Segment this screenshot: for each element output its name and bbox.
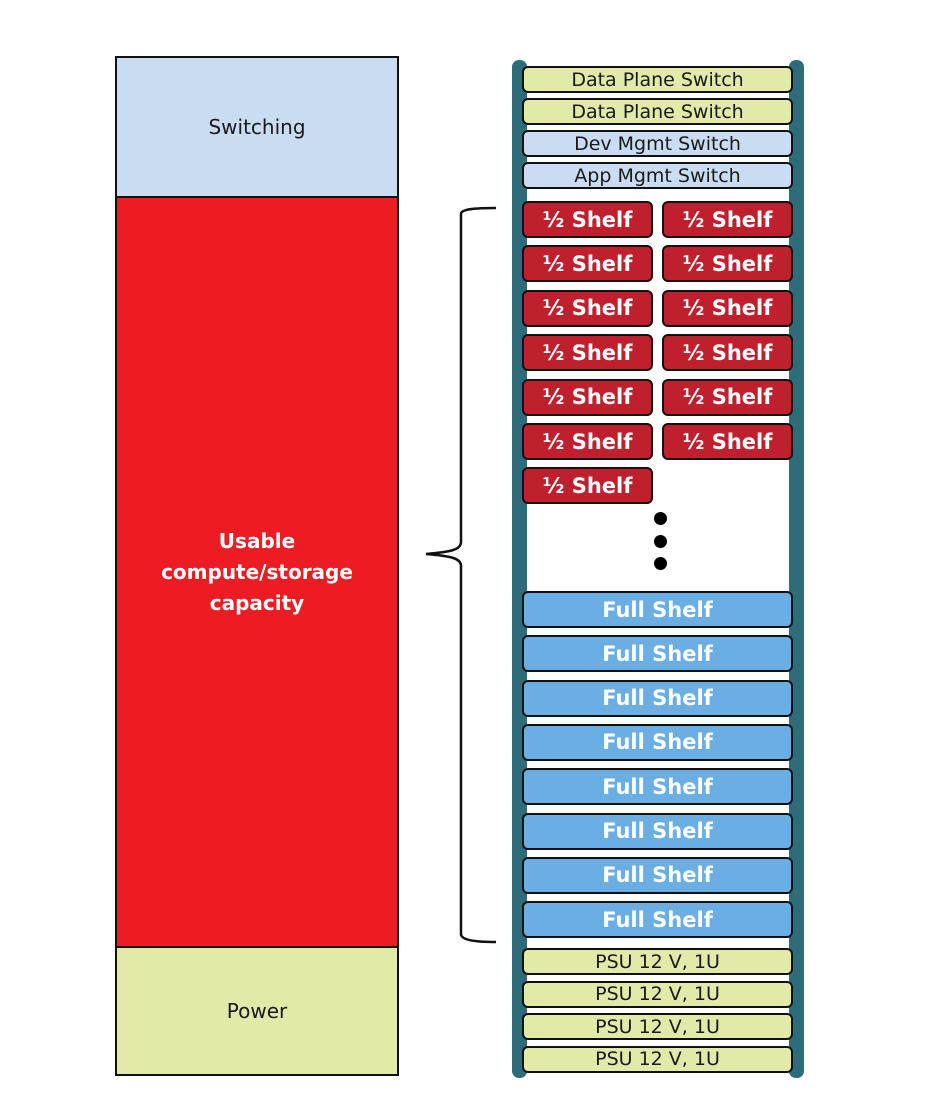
half-shelf-unit-label: ½ Shelf (682, 340, 773, 365)
ellipsis-dot-icon (654, 512, 667, 525)
ellipsis-dot-icon (654, 557, 667, 570)
usable-capacity-label (161, 526, 353, 619)
switching-label: Switching (208, 115, 306, 139)
switch-unit (522, 98, 793, 125)
full-shelf-unit-label: Full Shelf (602, 686, 713, 711)
full-shelf-unit-label: Full Shelf (602, 597, 713, 622)
half-shelf-unit-label: ½ Shelf (542, 207, 633, 232)
half-shelf-unit (662, 334, 793, 371)
half-shelf-unit (662, 379, 793, 416)
usable-capacity-segment (117, 198, 397, 948)
psu-unit-label: PSU 12 V, 1U (595, 950, 720, 973)
half-shelf-unit-label: ½ Shelf (542, 340, 633, 365)
switch-unit (522, 66, 793, 93)
switching-segment (117, 58, 397, 198)
half-shelf-unit (522, 290, 653, 327)
switch-unit-label: App Mgmt Switch (574, 164, 741, 187)
switch-unit-label: Data Plane Switch (571, 68, 744, 91)
half-shelf-unit (522, 467, 653, 504)
half-shelf-unit-label: ½ Shelf (682, 385, 773, 410)
half-shelf-unit-label: ½ Shelf (682, 251, 773, 276)
psu-unit (522, 948, 793, 975)
half-shelf-unit-label: ½ Shelf (682, 207, 773, 232)
capacity-summary-column (115, 56, 399, 1076)
half-shelf-unit (522, 379, 653, 416)
half-shelf-unit-label: ½ Shelf (542, 385, 633, 410)
switch-unit-label: Dev Mgmt Switch (574, 132, 741, 155)
full-shelf-unit (522, 768, 793, 805)
half-shelf-unit (522, 423, 653, 460)
full-shelf-unit (522, 680, 793, 717)
full-shelf-unit (522, 901, 793, 938)
full-shelf-unit (522, 857, 793, 894)
full-shelf-unit-label: Full Shelf (602, 774, 713, 799)
half-shelf-unit (522, 201, 653, 238)
half-shelf-unit (662, 290, 793, 327)
power-label: Power (226, 999, 288, 1023)
switch-unit (522, 162, 793, 189)
full-shelf-unit-label: Full Shelf (602, 819, 713, 843)
psu-unit-label: PSU 12 V, 1U (595, 1048, 720, 1070)
power-segment (117, 948, 397, 1074)
curly-brace-icon (420, 200, 500, 950)
ellipsis-dot-icon (654, 535, 667, 548)
half-shelf-unit (522, 245, 653, 282)
psu-unit (522, 1046, 793, 1073)
half-shelf-unit-label: ½ Shelf (682, 296, 773, 321)
full-shelf-unit (522, 724, 793, 761)
usable-label-line3: capacity (209, 590, 305, 615)
full-shelf-unit-label: Full Shelf (602, 863, 713, 888)
half-shelf-unit-label: ½ Shelf (542, 473, 633, 498)
psu-unit-label: PSU 12 V, 1U (595, 1015, 720, 1038)
half-shelf-unit (522, 334, 653, 371)
psu-unit (522, 1013, 793, 1040)
half-shelf-unit-label: ½ Shelf (542, 296, 633, 321)
half-shelf-unit-label: ½ Shelf (542, 251, 633, 276)
full-shelf-unit-label: Full Shelf (602, 907, 713, 932)
full-shelf-unit-label: Full Shelf (602, 641, 713, 666)
usable-label-line2: compute/storage (161, 559, 353, 584)
full-shelf-unit-label: Full Shelf (602, 730, 713, 755)
switch-unit (522, 130, 793, 157)
half-shelf-unit (662, 201, 793, 238)
half-shelf-unit-label: ½ Shelf (682, 429, 773, 454)
full-shelf-unit (522, 635, 793, 672)
half-shelf-unit (662, 423, 793, 460)
usable-label-line1: Usable (218, 528, 296, 553)
half-shelf-unit (662, 245, 793, 282)
full-shelf-unit (522, 591, 793, 628)
psu-unit-label: PSU 12 V, 1U (595, 983, 720, 1005)
switch-unit-label: Data Plane Switch (571, 100, 744, 123)
half-shelf-unit-label: ½ Shelf (542, 429, 633, 454)
full-shelf-unit (522, 813, 793, 850)
psu-unit (522, 981, 793, 1008)
